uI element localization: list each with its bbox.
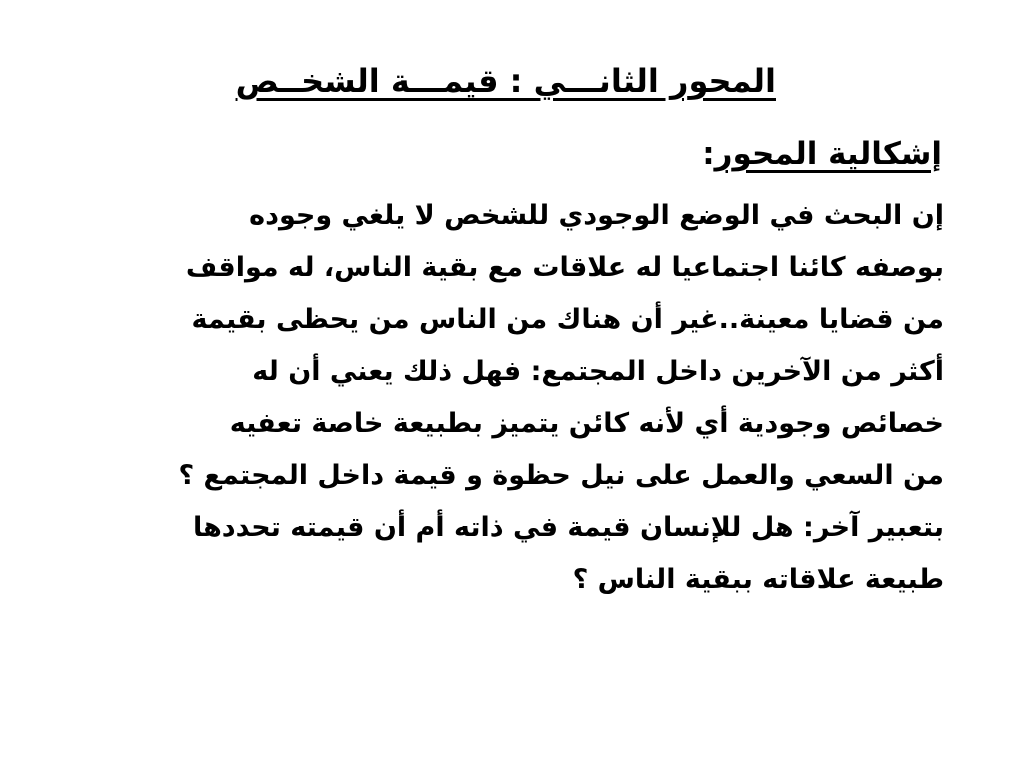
body-line-7: بتعبير آخر: هل للإنسان قيمة في ذاته أم أن قيمته تحددها: [192, 512, 944, 543]
body-line-3: من قضايا معينة..غير أن هناك من الناس من يحظى بقيمة: [191, 304, 944, 335]
slide-title: المحور الثانـــي : قيمـــة الشخــص: [235, 62, 776, 100]
body-paragraph: [94, 190, 944, 606]
body-line-1: إن البحث في الوضع الوجودي للشخص لا يلغي وجوده: [249, 200, 944, 231]
body-line-6: من السعي والعمل على نيل حظوة و قيمة داخل المجتمع ؟: [178, 460, 944, 491]
body-line-5: خصائص وجودية أي لأنه كائن يتميز بطبيعة خاصة تعفيه: [229, 408, 944, 439]
problem-heading-label: إشكالية المحور: [714, 136, 942, 172]
body-line-8: طبيعة علاقاته ببقية الناس ؟: [572, 564, 944, 595]
body-line-4: أكثر من الآخرين داخل المجتمع: فهل ذلك يعني أن له: [252, 356, 944, 387]
body-line-2: بوصفه كائنا اجتماعيا له علاقات مع بقية الناس، له مواقف: [185, 252, 944, 283]
problem-heading-colon: :: [702, 136, 715, 172]
problem-heading: [702, 136, 942, 173]
